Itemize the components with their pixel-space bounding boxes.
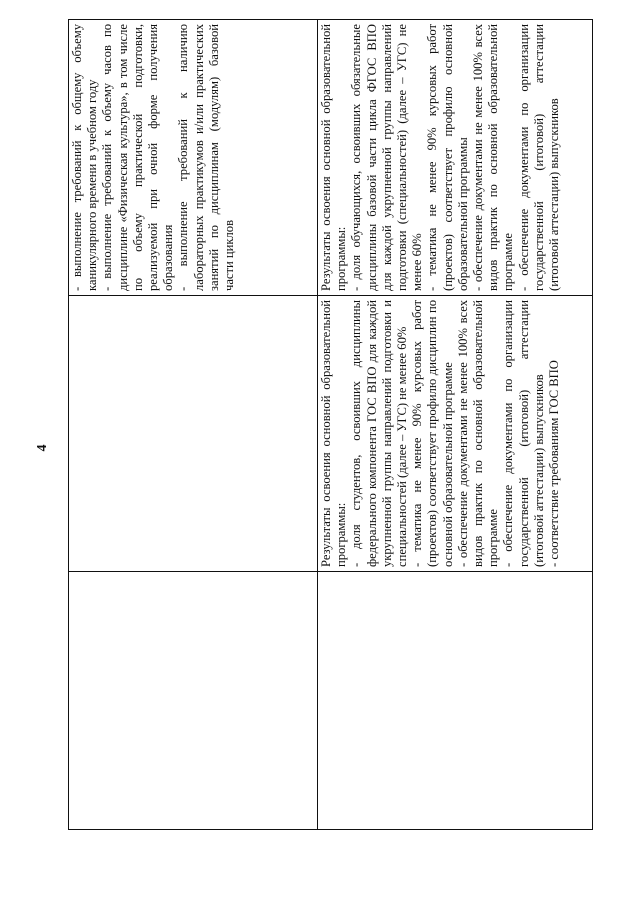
list-item: - соответствие требованиям ГОС ВПО bbox=[547, 360, 562, 567]
list-item: - доля обучающихся, освоивших обязательные дисциплины базовой части цикла ФГОС ВПО для каждой укрупненной группы направлений подготовки (специальностей) (далее – УГС) не менее 60% bbox=[349, 24, 425, 291]
list-item: - обеспечение документами не менее 100% всех видов практик по основной образовательной программе bbox=[455, 300, 501, 567]
rotated-table-sheet bbox=[68, 20, 588, 830]
list-item: - выполнение требований к объему часов по дисциплине «Физическая культура», в том числе по объему практической подготовки, реализуемой при очной форме получения образования bbox=[100, 24, 176, 291]
list-item: - обеспечение документами по организации государственной (итоговой) аттестации (итоговой аттестации) выпускников bbox=[501, 300, 546, 567]
cell-heading: Результаты освоения основной образовательной программы: bbox=[319, 24, 349, 291]
table-cell-gos-results bbox=[318, 296, 593, 572]
list-item: - тематика не менее 90% курсовых работ (проектов) соответствует профилю основной образовательной программы bbox=[425, 24, 470, 291]
table-cell-empty bbox=[69, 572, 318, 830]
page-number: 4 bbox=[35, 444, 50, 452]
list-item: - выполнение требований к общему объему каникулярного времени в учебном году bbox=[70, 24, 100, 291]
cell-heading: Результаты освоения основной образовательной программы: bbox=[319, 300, 349, 567]
table-row bbox=[69, 20, 318, 830]
list-item: - доля студентов, освоивших дисциплины федерального компонента ГОС ВПО для каждой укрупненной группы направлений подготовки и специальностей (далее – УГС) не менее 60% bbox=[349, 300, 410, 567]
table-row bbox=[318, 20, 593, 830]
list-item: - обеспечение документами по организации государственной (итоговой) аттестации (итоговой аттестации) выпускников bbox=[516, 24, 562, 291]
table-cell-empty bbox=[69, 296, 318, 572]
criteria-table bbox=[68, 19, 593, 830]
table-cell-empty bbox=[318, 572, 593, 830]
list-item: - выполнение требований к наличию лабораторных практикумов и/или практических занятий по дисциплинам (модулям) базовой части циклов bbox=[176, 24, 237, 291]
table-cell-fgos-results bbox=[318, 20, 593, 296]
list-item: - обеспечение документами не менее 100% всех видов практик по основной образовательной программе bbox=[471, 24, 516, 291]
table-cell-requirements bbox=[69, 20, 318, 296]
list-item: - тематика не менее 90% курсовых работ (проектов) соответствует профилю дисциплин по основной образовательной программе bbox=[410, 300, 455, 567]
